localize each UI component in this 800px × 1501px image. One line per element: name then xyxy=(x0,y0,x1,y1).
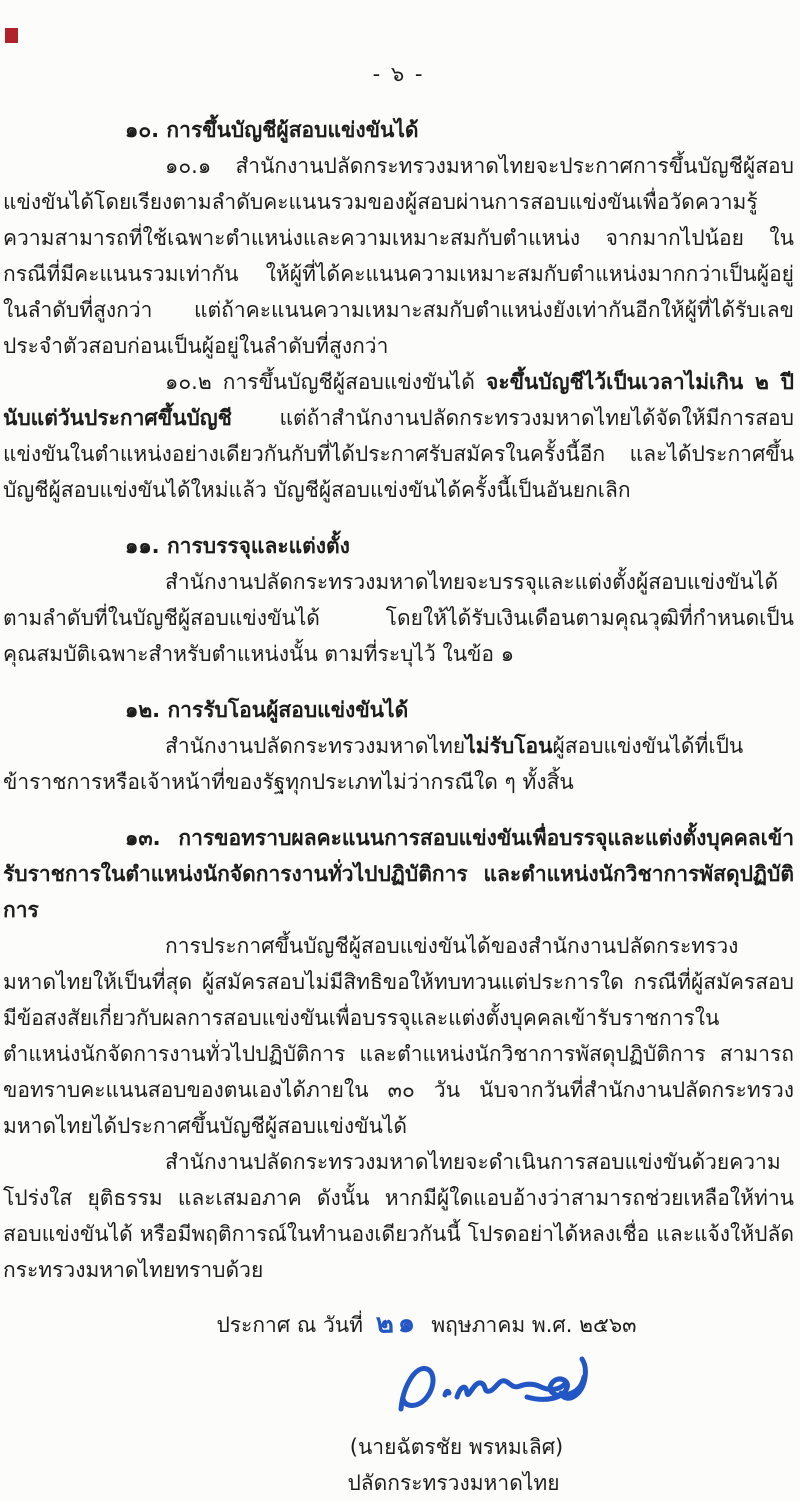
emphasis-text: จะขึ้นบัญชีไว้เป็นเวลาไม่เกิน ๒ ปี นับแต่วันประกาศขึ้นบัญชี xyxy=(3,370,794,430)
text-run: สำนักงานปลัดกระทรวงมหาดไทยจะดำเนินการสอบแข่งขันด้วยความโปร่งใส ยุติธรรม และเสมอภาค ดังนั้น หากมีผู้ใดแอบอ้างว่าสามารถช่วยเหลือให้ท่านสอบแข่งขันได้ หรือมีพฤติการณ์ในทำนองเดียวกันนี้ โปรดอย่าได้หลงเชื่อ และแจ้งให้ปลัดกระทรวงมหาดไทยทราบด้วย xyxy=(3,1150,794,1282)
emphasis-text: ๑๐. การขึ้นบัญชีผู้สอบแข่งขันได้ xyxy=(125,118,419,142)
text-run: ผู้สอบแข่งขันได้ที่เป็นข้าราชการหรือเจ้าหน้าที่ของรัฐทุกประเภทไม่ว่ากรณีใด ๆ ทั้งสิ้น xyxy=(3,734,744,794)
date-prefix: ประกาศ ณ วันที่ xyxy=(216,1313,363,1337)
handwritten-day: ๒๑ xyxy=(375,1307,420,1340)
body-paragraph xyxy=(3,364,794,508)
document-body xyxy=(3,112,794,1288)
text-run: ๑๐.๒ การขึ้นบัญชีผู้สอบแข่งขันได้ xyxy=(165,370,487,394)
date-suffix: พฤษภาคม พ.ศ. ๒๕๖๓ xyxy=(431,1313,637,1337)
text-run: การประกาศขึ้นบัญชีผู้สอบแข่งขันได้ของสำนักงานปลัดกระทรวงมหาดไทยให้เป็นที่สุด ผู้สมัครสอบไม่มีสิทธิขอให้ทบทวนแต่ประการใด กรณีที่ผู้สมัครสอบมีข้อสงสัยเกี่ยวกับผลการสอบแข่งขันเพื่อบรรจุและแต่งตั้งบุคคลเข้ารับราชการในตำแหน่งนักจัดการงานทั่วไปปฏิบัติการ และตำแหน่งนักวิชาการพัสดุปฏิบัติการ สามารถขอทราบคะแนนสอบของตนเองได้ภายใน ๓๐ วัน นับจากวันที่สำนักงานปลัดกระทรวงมหาดไทยได้ประกาศขึ้นบัญชีผู้สอบแข่งขันได้ xyxy=(3,934,794,1138)
body-paragraph xyxy=(3,928,794,1144)
section-heading xyxy=(3,112,794,148)
text-run: ๑๐.๑ สำนักงานปลัดกระทรวงมหาดไทยจะประกาศการขึ้นบัญชีผู้สอบแข่งขันได้โดยเรียงตามลำดับคะแนนรวมของผู้สอบผ่านการสอบแข่งขันเพื่อวัดความรู้ความสามารถที่ใช้เฉพาะตำแหน่งและความเหมาะสมกับตำแหน่ง จากมากไปน้อย ในกรณีที่มีคะแนนรวมเท่ากัน ให้ผู้ที่ได้คะแนนความเหมาะสมกับตำแหน่งมากกว่าเป็นผู้อยู่ในลำดับที่สูงกว่า แต่ถ้าคะแนนความเหมาะสมกับตำแหน่งยังเท่ากันอีกให้ผู้ที่ได้รับเลขประจำตัวสอบก่อนเป็นผู้อยู่ในลำดับที่สูงกว่า xyxy=(3,154,794,358)
section-heading xyxy=(3,528,794,564)
handwritten-signature-icon xyxy=(379,1349,589,1425)
emphasis-text: ไม่รับโอน xyxy=(465,734,553,758)
text-run: แต่ถ้าสำนักงานปลัดกระทรวงมหาดไทยได้จัดให้มีการสอบแข่งขันในตำแหน่งอย่างเดียวกันกับที่ได้ประกาศรับสมัครในครั้งนี้อีก และได้ประกาศขึ้นบัญชีผู้สอบแข่งขันได้ใหม่แล้ว บัญชีผู้สอบแข่งขันได้ครั้งนี้เป็นอันยกเลิก xyxy=(3,406,794,502)
page-number: - ๖ - xyxy=(372,62,425,86)
body-paragraph xyxy=(3,1144,794,1288)
body-paragraph xyxy=(3,564,794,672)
text-run: สำนักงานปลัดกระทรวงมหาดไทย xyxy=(165,734,466,758)
body-paragraph xyxy=(3,728,794,800)
red-scan-mark xyxy=(5,28,18,43)
emphasis-text: ๑๓. การขอทราบผลคะแนนการสอบแข่งขันเพื่อบรรจุและแต่งตั้งบุคคลเข้ารับราชการในตำแหน่งนักจัดการงานทั่วไปปฏิบัติการ และตำแหน่งนักวิชาการพัสดุปฏิบัติการ xyxy=(3,826,794,922)
signoff-block xyxy=(3,1306,794,1501)
signature-row xyxy=(88,1349,800,1425)
announcement-date-line xyxy=(31,1306,800,1343)
signer-title: ปลัดกระทรวงมหาดไทย xyxy=(347,1471,560,1495)
signer-name: (นายฉัตรชัย พรหมเลิศ) xyxy=(349,1435,564,1459)
text-run: สำนักงานปลัดกระทรวงมหาดไทยจะบรรจุและแต่งตั้งผู้สอบแข่งขันได้ตามลำดับที่ในบัญชีผู้สอบแข่งขันได้ โดยให้ได้รับเงินเดือนตามคุณวุฒิที่กำหนดเป็นคุณสมบัติเฉพาะสำหรับตำแหน่งนั้น ตามที่ระบุไว้ ในข้อ ๑ xyxy=(3,570,794,666)
section-heading xyxy=(3,820,794,928)
section-heading xyxy=(3,692,794,728)
emphasis-text: ๑๒. การรับโอนผู้สอบแข่งขันได้ xyxy=(125,698,409,722)
body-paragraph xyxy=(3,148,794,364)
emphasis-text: ๑๑. การบรรจุและแต่งตั้ง xyxy=(125,534,350,558)
